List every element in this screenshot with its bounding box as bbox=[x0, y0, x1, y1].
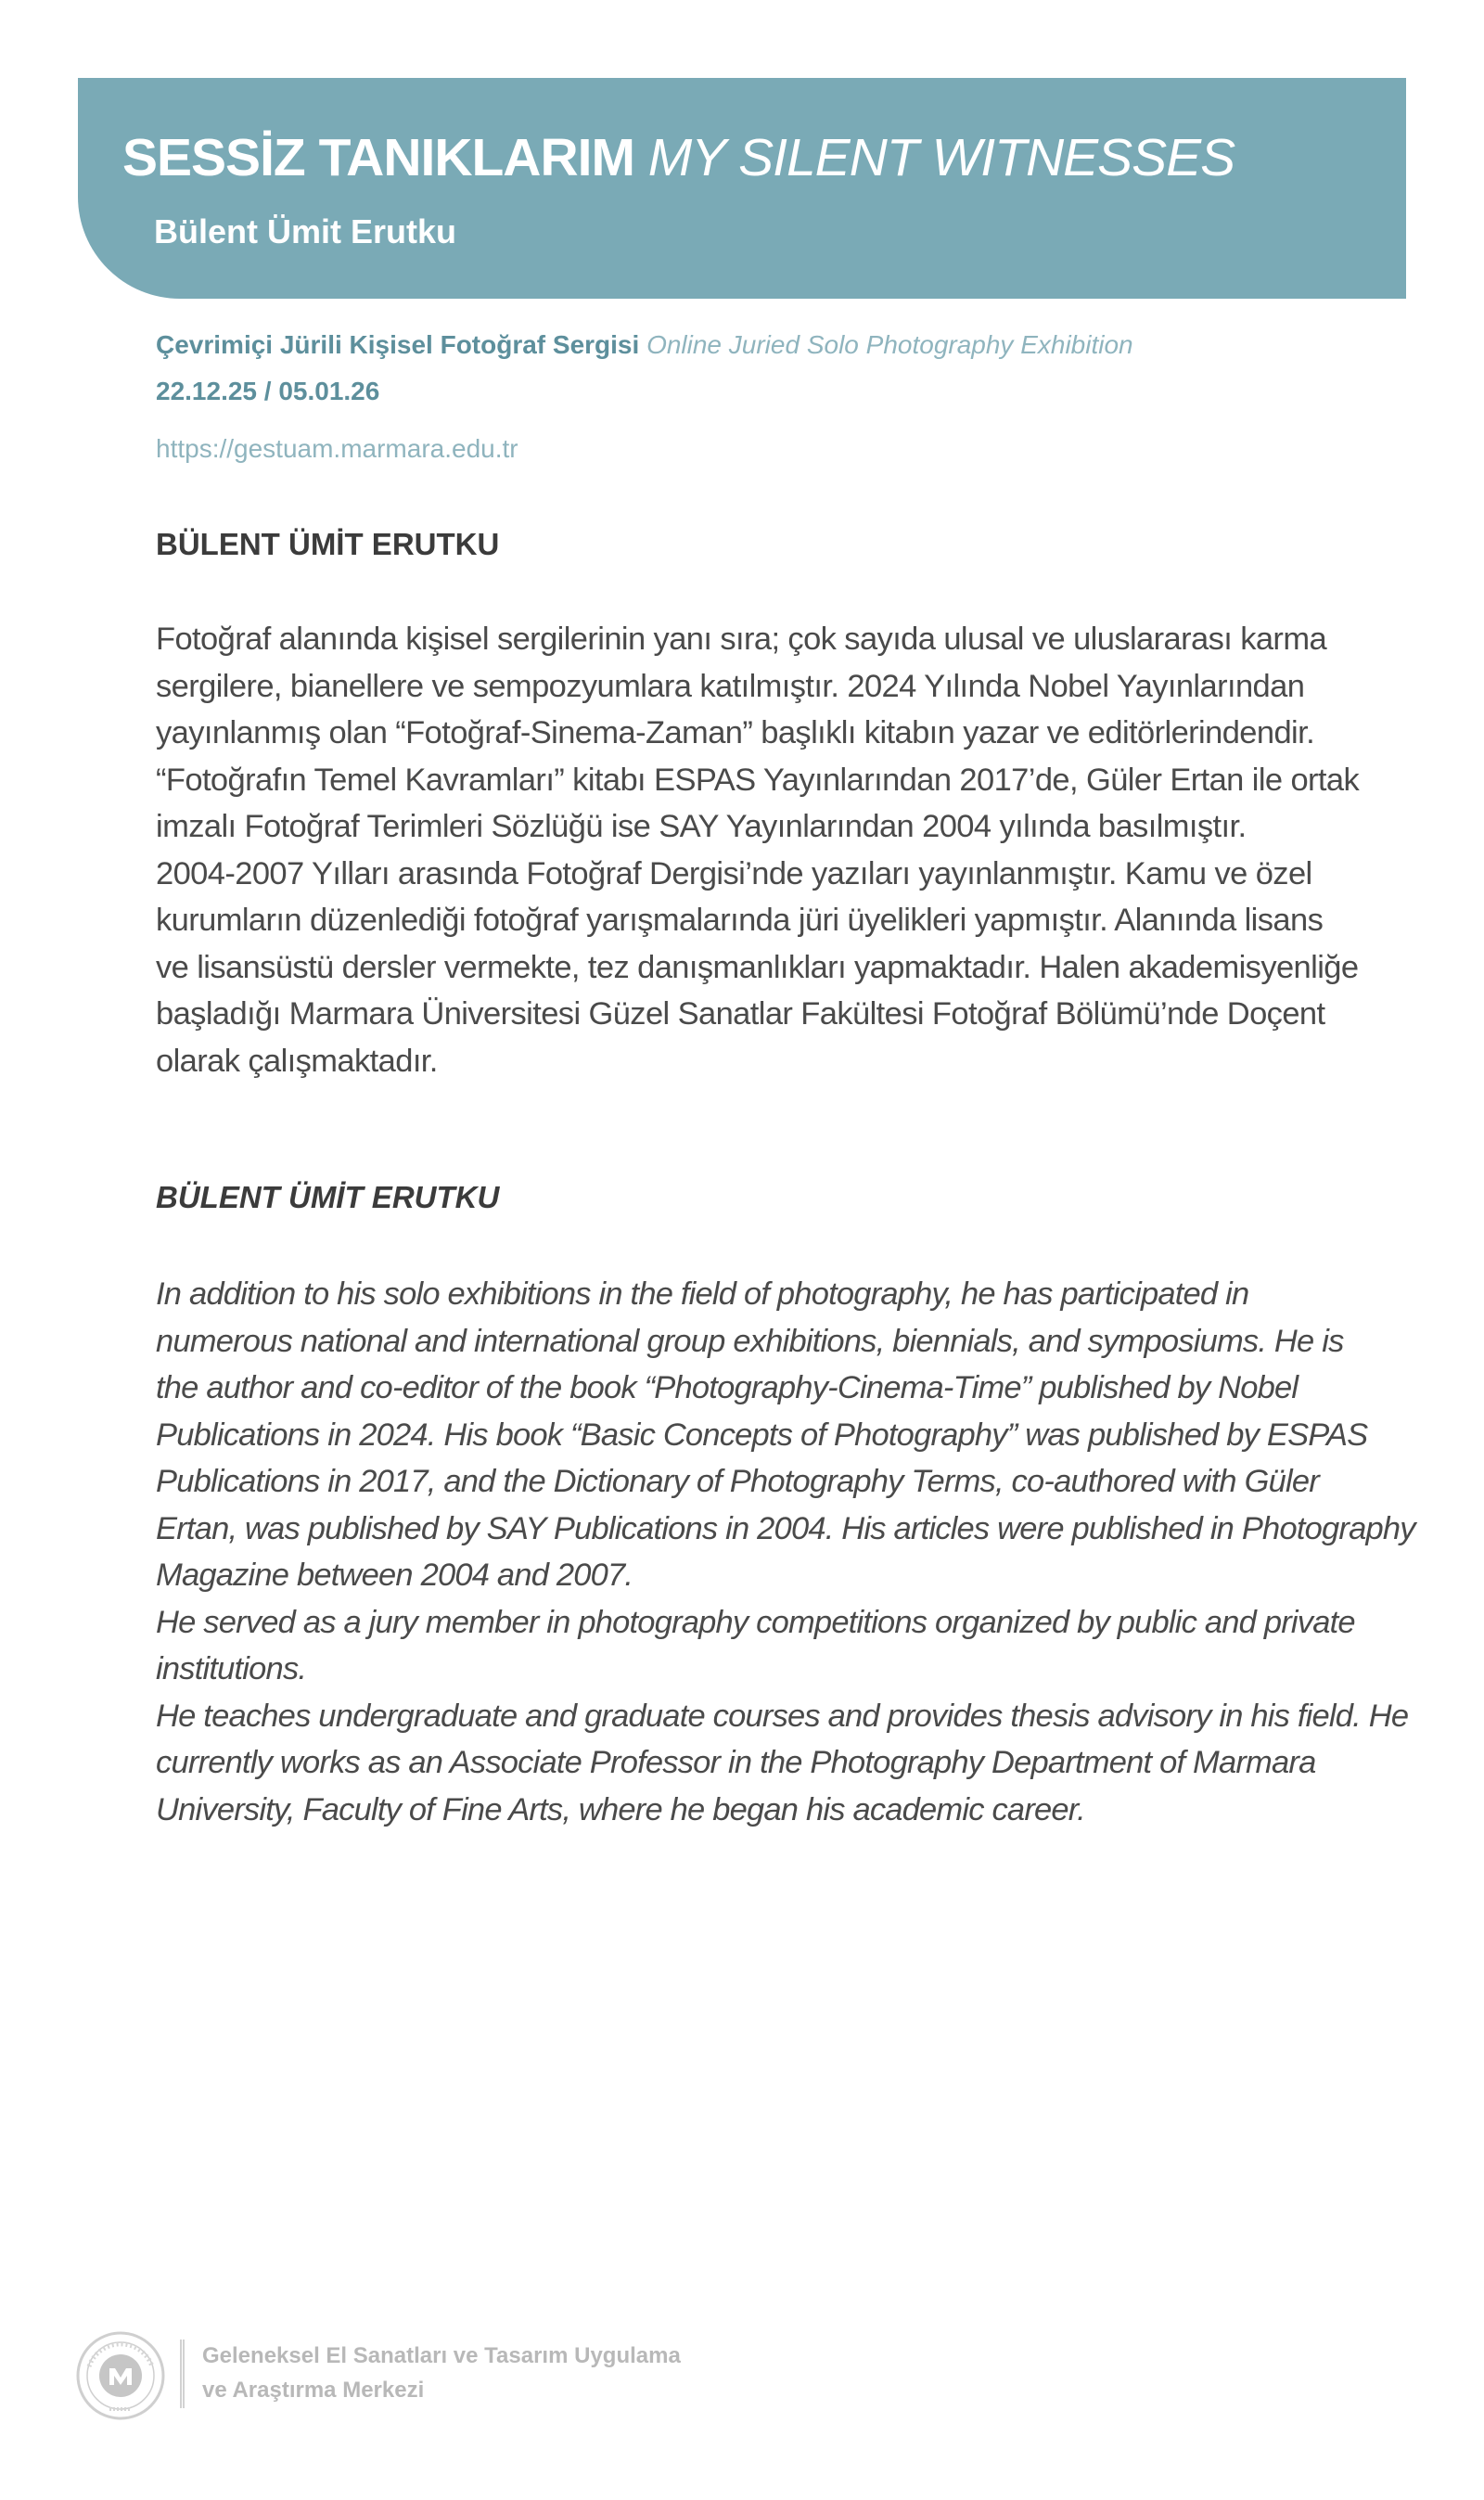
title-english: MY SILENT WITNESSES bbox=[647, 128, 1235, 187]
bio-heading-turkish: BÜLENT ÜMİT ERUTKU bbox=[156, 527, 500, 561]
artist-name: Bülent Ümit Erutku bbox=[154, 212, 457, 250]
exhibition-type-english: Online Juried Solo Photography Exhibition bbox=[646, 330, 1133, 359]
bio-line: Fotoğraf alanında kişisel sergilerinin yanı sıra; çok sayıda ulusal ve uluslararası karma bbox=[156, 622, 1327, 657]
bio-line: 2004-2007 Yılları arasında Fotoğraf Dergisi’nde yazıları yayınlanmıştır. Kamu ve özel bbox=[156, 855, 1312, 891]
bio-line: “Fotoğrafın Temel Kavramları” kitabı ESPAS Yayınlarından 2017’de, Güler Ertan ile ortak bbox=[156, 762, 1360, 798]
bio-line: imzalı Fotoğraf Terimleri Sözlüğü ise SAY Yayınlarından 2004 yılında basılmıştır. bbox=[156, 809, 1247, 844]
footer-line-1: Geleneksel El Sanatları ve Tasarım Uygulama bbox=[202, 2343, 681, 2368]
title-banner bbox=[78, 78, 1406, 299]
exhibition-dates: 22.12.25 / 05.01.26 bbox=[156, 377, 380, 405]
bio-paragraph-english bbox=[156, 1271, 1415, 1833]
footer-divider bbox=[180, 2340, 185, 2408]
bio-line: olarak çalışmaktadır. bbox=[156, 1043, 438, 1079]
exhibition-url-link[interactable]: https://gestuam.marmara.edu.tr bbox=[156, 434, 518, 463]
marmara-university-seal-icon bbox=[76, 2331, 165, 2420]
footer-line-2: ve Araştırma Merkezi bbox=[202, 2378, 425, 2403]
title-turkish: SESSİZ TANIKLARIM bbox=[122, 128, 634, 187]
exhibition-type bbox=[156, 332, 1133, 358]
bio-line: Publications in 2017, and the Dictionary of Photography Terms, co-authored with Güler bbox=[156, 1464, 1319, 1499]
bio-line: Ertan, was published by SAY Publications in 2004. His articles were published in Photography bbox=[156, 1510, 1415, 1546]
bio-line: numerous national and international group exhibitions, biennials, and symposiums. He is bbox=[156, 1323, 1344, 1359]
bio-line: the author and co-editor of the book “Photography-Cinema-Time” published by Nobel bbox=[156, 1370, 1298, 1405]
bio-line: ve lisansüstü dersler vermekte, tez danışmanlıkları yapmaktadır. Halen akademisyenliğe bbox=[156, 949, 1359, 985]
exhibition-type-turkish: Çevrimiçi Jürili Kişisel Fotoğraf Sergisi bbox=[156, 330, 640, 359]
bio-line: kurumların düzenlediği fotoğraf yarışmalarında jüri üyelikleri yapmıştır. Alanında lisans bbox=[156, 903, 1324, 938]
bio-line: In addition to his solo exhibitions in the field of photography, he has participated in bbox=[156, 1276, 1249, 1312]
bio-line: Magazine between 2004 and 2007. bbox=[156, 1558, 633, 1593]
bio-line: He teaches undergraduate and graduate courses and provides thesis advisory in his field. He bbox=[156, 1698, 1409, 1734]
bio-line: başladığı Marmara Üniversitesi Güzel Sanatlar Fakültesi Fotoğraf Bölümü’nde Doçent bbox=[156, 996, 1325, 1032]
bio-line: currently works as an Associate Professor in the Photography Department of Marmara bbox=[156, 1745, 1316, 1780]
footer-institution bbox=[202, 2339, 681, 2407]
exhibition-title bbox=[122, 128, 1235, 187]
bio-line: institutions. bbox=[156, 1651, 307, 1686]
bio-heading-english: BÜLENT ÜMİT ERUTKU bbox=[156, 1180, 500, 1214]
bio-line: He served as a jury member in photography competitions organized by public and private bbox=[156, 1604, 1355, 1640]
bio-paragraph-turkish bbox=[156, 616, 1399, 1084]
bio-line: yayınlanmış olan “Fotoğraf-Sinema-Zaman” başlıklı kitabın yazar ve editörlerindendir. bbox=[156, 715, 1315, 750]
bio-line: Publications in 2024. His book “Basic Concepts of Photography” was published by ESPAS bbox=[156, 1417, 1368, 1453]
bio-line: sergilere, bianellere ve sempozyumlara katılmıştır. 2024 Yılında Nobel Yayınlarından bbox=[156, 668, 1305, 704]
bio-line: University, Faculty of Fine Arts, where he began his academic career. bbox=[156, 1791, 1085, 1827]
